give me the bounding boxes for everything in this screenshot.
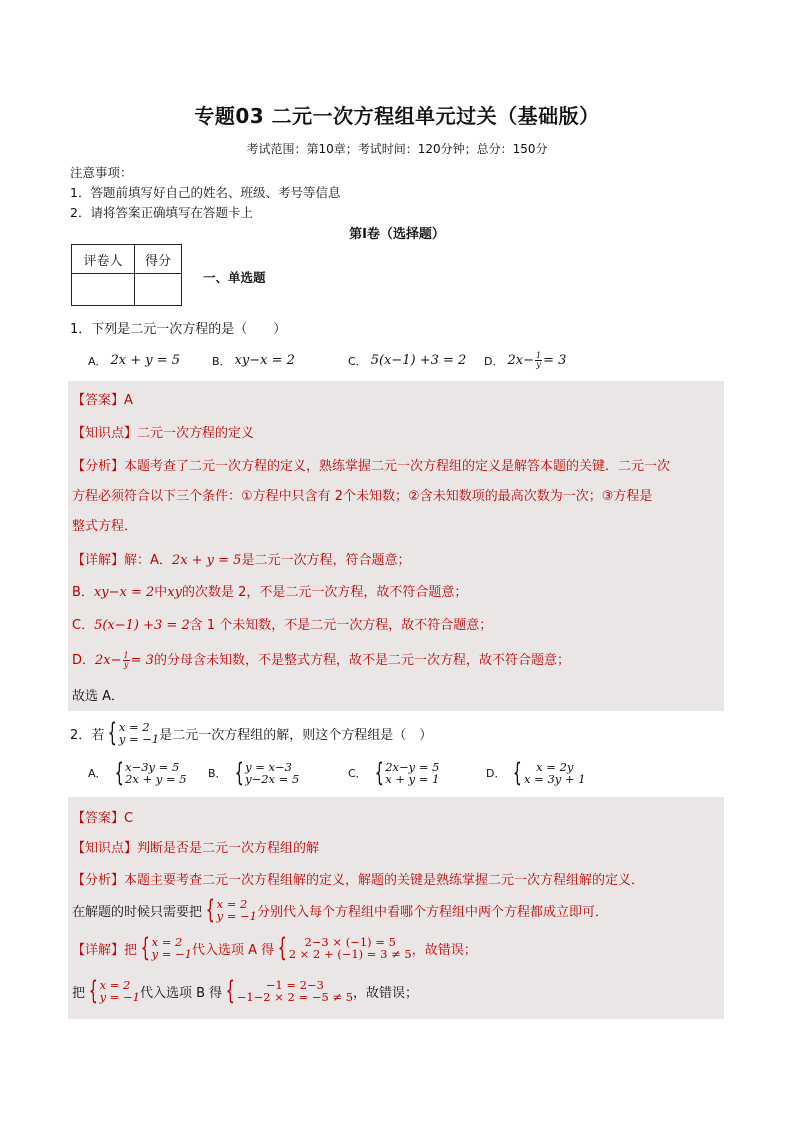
left-brace-icon: {	[234, 758, 244, 788]
left-brace-icon: {	[374, 758, 384, 788]
q1-option-c-text: 5(x−1) +3 = 2	[370, 353, 467, 368]
question-2-options	[88, 760, 586, 786]
q1-detail-d-fraction: $\frac{1}{y}$	[123, 651, 129, 669]
q1-option-a-text: 2x + y = 5	[110, 353, 181, 368]
score-table-header-grader: 评卷人	[72, 245, 135, 274]
left-brace-icon: {	[513, 758, 523, 788]
q1-detail-a-math: 2x + y = 5	[171, 553, 242, 568]
left-brace-icon: {	[277, 933, 287, 963]
q1-analysis-1: 本题考查了二元一次方程的定义，熟练掌握二元一次方程组的定义是解答本题的关键．二元一次	[124, 459, 671, 474]
q1-option-a-label: A．	[88, 354, 107, 368]
q1-option-d-fraction: $\frac{1}{y}$	[536, 351, 542, 369]
q2-analysis-tag: 【分析】	[72, 873, 125, 888]
q1-answer: A	[124, 393, 133, 408]
q1-conclusion: 故选 A．	[72, 689, 125, 704]
score-table-cell-score[interactable]	[135, 274, 182, 306]
q1-knowledge: 二元一次方程的定义	[137, 426, 255, 441]
question-2-stem: 2．若 { x = 2 y = −1 是二元一次方程组的解，则这个方程组是（ ）	[70, 718, 433, 748]
q1-option-c[interactable]	[348, 352, 484, 369]
question-1-answer-box	[68, 381, 724, 711]
q1-detail-b-math: xy−x = 2	[93, 585, 155, 600]
left-brace-icon: {	[225, 976, 235, 1006]
left-brace-icon: {	[88, 976, 98, 1006]
score-table-cell-grader[interactable]	[72, 274, 135, 306]
q1-option-b-label: B．	[212, 354, 231, 368]
q2-option-b-label: B．	[208, 767, 227, 780]
q2-option-a-label: A．	[88, 767, 107, 780]
q1-option-d[interactable]	[484, 352, 566, 369]
q2-option-b[interactable]: B． { y = x−3 y−2x = 5	[208, 758, 300, 788]
q1-analysis-line-1	[72, 455, 670, 474]
q1-option-d-text: 2x− $\frac{1}{y}$ = 3	[507, 351, 567, 369]
q1-detail-d-math: 2x− $\frac{1}{y}$ = 3	[95, 651, 154, 669]
page-title: 专题03 二元一次方程组单元过关（基础版）	[194, 104, 600, 128]
section-title: 一、单选题	[203, 270, 266, 285]
q1-detail-b: B．xy−x = 2中xy的次数是 2，不是二元一次方程，故不符合题意；	[72, 585, 468, 600]
q1-knowledge-tag: 【知识点】	[72, 426, 138, 441]
q2-knowledge: 判断是否是二元一次方程组的解	[137, 841, 320, 856]
q1-detail-c-math: 5(x−1) +3 = 2	[94, 618, 190, 633]
q2-option-c-label: C．	[348, 767, 367, 780]
q1-detail-d: D．2x− $\frac{1}{y}$ = 3的分母含未知数，不是整式方程，故不是二元一次方程，故不符合题意；	[72, 651, 570, 669]
q1-answer-tag: 【答案】	[72, 393, 125, 408]
q2-analysis-line-1	[72, 869, 644, 888]
left-brace-icon: {	[205, 895, 215, 925]
q2-knowledge-tag: 【知识点】	[72, 841, 138, 856]
left-brace-icon: {	[140, 933, 150, 963]
q2-answer: C	[124, 811, 134, 826]
q1-analysis-line-2: 方程必须符合以下三个条件：①方程中只含有 2个未知数；②含未知数项的最高次数为一次；③方程是	[72, 489, 653, 504]
q2-analysis-1: 本题主要考查二元一次方程组解的定义，解题的关键是熟练掌握二元一次方程组解的定义．	[124, 873, 645, 888]
q2-option-a[interactable]: A． { x−3y = 5 2x + y = 5	[88, 758, 187, 788]
notice-item-2: 2．请将答案正确填写在答题卡上	[70, 205, 253, 220]
q2-answer-tag: 【答案】	[72, 811, 125, 826]
q1-option-a[interactable]	[88, 352, 212, 369]
q1-detail-tag: 【详解】	[72, 553, 125, 568]
q1-answer-line	[72, 389, 133, 408]
notice-title: 注意事项：	[70, 165, 133, 180]
q2-knowledge-line	[72, 837, 319, 856]
left-brace-icon: {	[114, 758, 124, 788]
question-1-options	[88, 352, 566, 369]
q1-option-d-label: D．	[484, 354, 504, 368]
q1-detail-b-math2: xy	[167, 585, 182, 600]
q1-option-b[interactable]	[212, 352, 348, 369]
q2-option-d[interactable]: D． { x = 2y x = 3y + 1	[486, 758, 586, 788]
q1-knowledge-line	[72, 422, 254, 441]
q2-analysis-line-2: 在解题的时候只需要把 { x = 2 y = −1 分别代入每个方程组中看哪个方程组中两个方程都成立即可．	[72, 895, 608, 925]
question-2-answer-box	[68, 797, 724, 1019]
q2-detail-tag: 【详解】	[72, 942, 125, 958]
notice-item-1: 1．答题前填写好自己的姓名、班级、考号等信息	[70, 185, 341, 200]
q1-analysis-tag: 【分析】	[72, 459, 125, 474]
left-brace-icon: {	[108, 718, 118, 748]
q2-stem-system: { x = 2 y = −1	[108, 718, 160, 748]
q1-analysis-line-3: 整式方程．	[72, 519, 138, 534]
q2-detail-line-2: 把 { x = 2 y = −1 代入选项 B 得 { −1 = 2−3 −1−2 × 2 = −5 ≠ 5 ，故错误；	[72, 976, 419, 1006]
q1-detail-c: C．5(x−1) +3 = 2含 1 个未知数，不是二元一次方程，故不符合题意；	[72, 618, 493, 633]
q2-answer-line	[72, 807, 133, 826]
question-1-stem: 1．下列是二元一次方程的是（ ）	[70, 322, 287, 337]
volume-title: 第I卷（选择题）	[349, 227, 445, 242]
score-table-header-score: 得分	[135, 245, 182, 274]
q2-option-c[interactable]: C． { 2x−y = 5 x + y = 1	[348, 758, 440, 788]
q2-option-d-label: D．	[486, 767, 506, 780]
q1-option-b-text: xy−x = 2	[234, 353, 295, 368]
q2-detail-line-1: 【详解】 把 { x = 2 y = −1 代入选项 A 得 { 2−3 × (−1) = 5 2 × 2 + (−1) = 3 ≠ 5 ，故错误；	[72, 933, 477, 963]
q1-option-c-label: C．	[348, 354, 367, 368]
score-table	[71, 244, 182, 306]
exam-info: 考试范围：第10章；考试时间：120分钟；总分：150分	[246, 142, 548, 156]
q1-detail-a: 【详解】解：A．2x + y = 5是二元一次方程，符合题意；	[72, 553, 411, 568]
